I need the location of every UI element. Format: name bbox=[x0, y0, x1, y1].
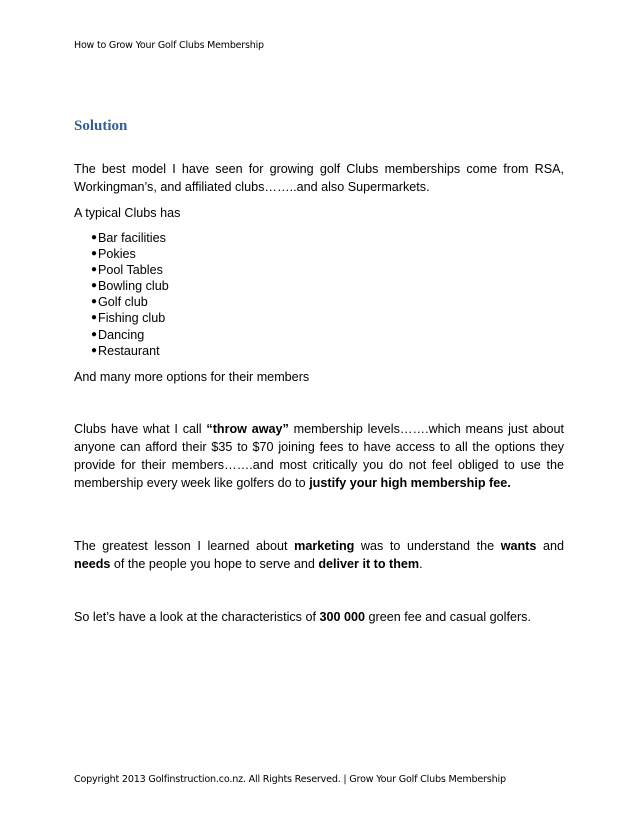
bullet-dot-icon: ● bbox=[91, 328, 98, 340]
bold-wants: wants bbox=[500, 539, 537, 553]
lesson-paragraph bbox=[74, 537, 564, 573]
list-item-label: Fishing club bbox=[98, 311, 166, 326]
bullet-dot-icon: ● bbox=[91, 264, 98, 276]
club-features-list bbox=[74, 230, 169, 359]
list-item-label: Dancing bbox=[98, 327, 145, 342]
list-item-label: Pokies bbox=[98, 247, 136, 262]
list-item bbox=[74, 246, 169, 262]
text-run: green fee and casual golfers. bbox=[365, 610, 531, 624]
intro-paragraph: The best model I have seen for growing golf Clubs memberships come from RSA, Workingman’s, and affiliated clubs……..and also Supermarkets. bbox=[74, 162, 564, 194]
bullet-dot-icon: ● bbox=[91, 344, 98, 356]
text-run: was to understand the bbox=[354, 539, 501, 553]
list-item-label: Restaurant bbox=[98, 343, 160, 358]
throwaway-paragraph bbox=[74, 420, 564, 492]
list-item bbox=[74, 310, 169, 326]
list-item-label: Bowling club bbox=[98, 279, 169, 294]
bold-justify-fee: justify your high membership fee. bbox=[309, 476, 511, 490]
list-item-label: Golf club bbox=[98, 295, 148, 310]
list-item bbox=[74, 294, 169, 310]
page-footer: Copyright 2013 Golfinstruction.co.nz. All Rights Reserved. | Grow Your Golf Clubs Membership bbox=[74, 774, 506, 785]
text-run: . bbox=[419, 557, 423, 571]
bullet-dot-icon: ● bbox=[91, 232, 98, 243]
bullet-dot-icon: ● bbox=[91, 296, 98, 308]
bold-needs: needs bbox=[74, 557, 111, 571]
more-options-paragraph: And many more options for their members bbox=[74, 370, 310, 384]
text-run: So let’s have a look at the characteristics of bbox=[74, 610, 320, 624]
list-item bbox=[74, 230, 169, 246]
list-item bbox=[74, 327, 169, 343]
bold-deliver: deliver it to them bbox=[318, 557, 420, 571]
section-heading: Solution bbox=[74, 118, 128, 134]
list-item bbox=[74, 278, 169, 294]
bold-golfer-count: 300 000 bbox=[319, 610, 366, 624]
list-item-label: Pool Tables bbox=[98, 263, 163, 278]
text-run: The greatest lesson I learned about bbox=[74, 539, 295, 553]
list-item bbox=[74, 262, 169, 278]
bold-throw-away: “throw away” bbox=[206, 422, 289, 436]
text-run: membership levels…….which means just about anyone can afford their $35 to $70 joining fees to have access to all the options they provide for their members…….and most critically you do not feel obliged to use the membership every week like golfers do to bbox=[74, 422, 565, 490]
text-run: of the people you hope to serve and bbox=[110, 557, 319, 571]
bullet-dot-icon: ● bbox=[91, 312, 98, 324]
bold-marketing: marketing bbox=[294, 539, 355, 553]
bullet-dot-icon: ● bbox=[91, 248, 98, 260]
bullet-dot-icon: ● bbox=[91, 280, 98, 292]
list-item bbox=[74, 343, 169, 359]
page-header: How to Grow Your Golf Clubs Membership bbox=[74, 40, 264, 51]
list-item-label: Bar facilities bbox=[98, 231, 166, 245]
text-run: Clubs have what I call bbox=[74, 422, 207, 436]
text-run: and bbox=[536, 539, 564, 553]
typical-clubs-paragraph: A typical Clubs has bbox=[74, 206, 181, 220]
characteristics-paragraph bbox=[74, 608, 564, 626]
